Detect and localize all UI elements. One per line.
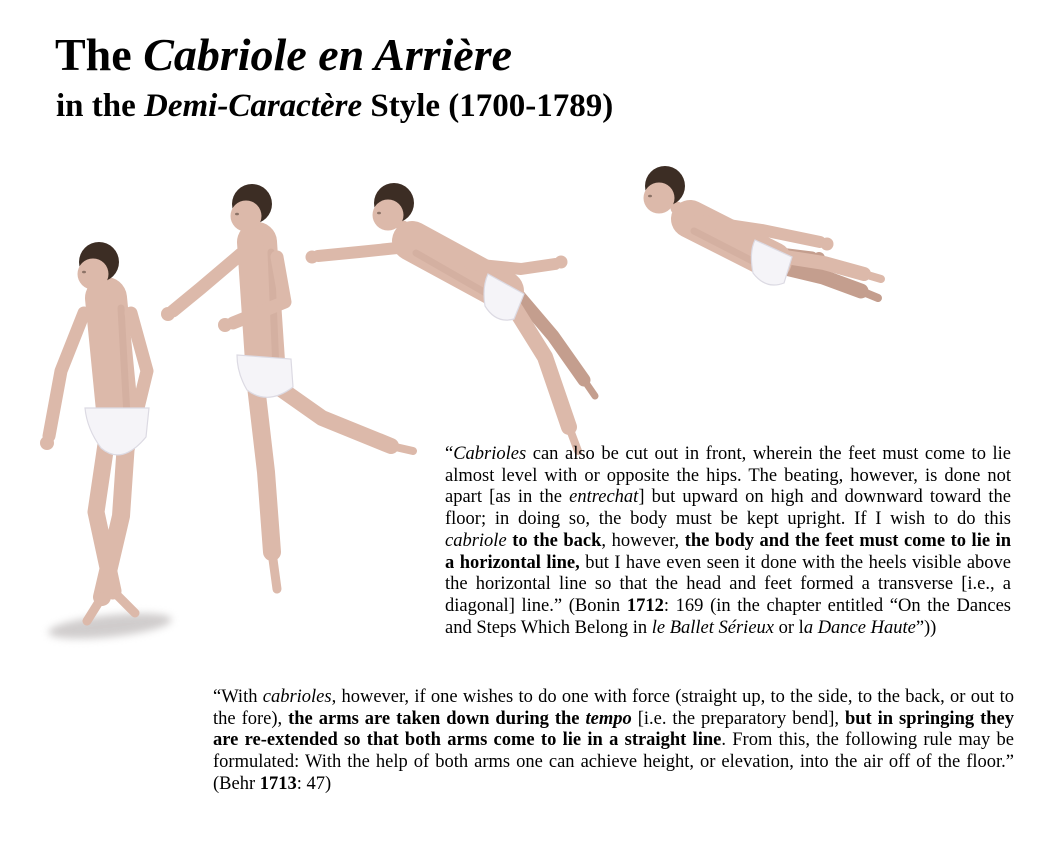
- dancer-4-neck: [677, 208, 688, 217]
- dancer-2-neck: [253, 228, 258, 242]
- dancer-1-left-hand: [40, 436, 54, 450]
- dancer-3-eye: [377, 212, 381, 215]
- dancer-3-neck: [403, 227, 412, 239]
- dancer-3-face: [373, 200, 404, 231]
- dancer-2-briefs: [237, 355, 293, 397]
- dancer-figure-1: [40, 242, 173, 643]
- dancer-1-face: [78, 259, 109, 290]
- dancer-3-leading-hand: [555, 256, 568, 269]
- dancer-2-eye: [235, 213, 239, 216]
- dancer-4-near-foot: [864, 274, 881, 279]
- dancer-3-trailing-arm: [318, 247, 407, 256]
- dancer-3-hidden-foot: [584, 380, 595, 396]
- dancer-4-near-hand: [821, 238, 834, 251]
- dancer-4-face: [644, 183, 675, 214]
- dancer-2-face: [231, 201, 262, 232]
- dancer-figure-3: [306, 183, 596, 451]
- dancer-1-torso: [106, 298, 118, 420]
- page-title: The Cabriole en Arrière: [55, 29, 513, 80]
- dancer-figure-4: [644, 166, 882, 298]
- dancer-3-trailing-hand: [306, 251, 319, 264]
- dancer-2-rear-foot: [391, 446, 413, 451]
- dancer-2-standing-leg: [256, 386, 272, 552]
- quote-behr-1713: “With cabrioles, however, if one wishes to do one with force (straight up, to the side, to the back, or out to the fore), the arms are taken down during the tempo [i.e. the preparatory bend], but in springing they are re-extended so that both arms come to lie in a straight line. From this, the following rule may be formulated: With the help of both arms one can achieve height, or elevation, into the air off of the floor.” (Behr 1713: 47): [213, 687, 1015, 794]
- dancer-1-back-foot: [113, 591, 135, 613]
- dancer-3-leading-arm: [470, 264, 555, 269]
- dancer-2-left-arm: [173, 254, 241, 311]
- dancer-1-left-arm: [49, 313, 84, 436]
- dancer-4-eye: [648, 195, 652, 198]
- dancer-2-right-hand: [218, 318, 232, 332]
- page-subtitle: in the Demi-Caractère Style (1700-1789): [56, 88, 614, 124]
- dancer-1-briefs: [85, 408, 149, 455]
- quote-bonin-1712: “Cabrioles can also be cut out in front, wherein the feet must come to lie almost level with or opposite the hips. The beating, however, is done not apart [as in the entrechat] but upward on high and downward toward the floor; in doing so, the body must be kept upright. If I wish to do this cabriole to the back, however, the body and the feet must come to lie in a horizontal line, but I have even seen it done with the heels visible above the horizontal line so that the head and feet formed a transverse [i.e., a diagonal] line.” (Bonin 1712: 169 (in the chapter entitled “On the Dances and Steps Which Belong in le Ballet Sérieux or la Dance Haute”)): [445, 444, 1012, 638]
- ground-shadow: [47, 609, 173, 644]
- dancer-1-eye: [82, 271, 86, 274]
- dancer-1-neck: [100, 286, 104, 299]
- dancer-2-pointed-foot: [272, 552, 277, 589]
- dancer-2-left-hand: [161, 307, 175, 321]
